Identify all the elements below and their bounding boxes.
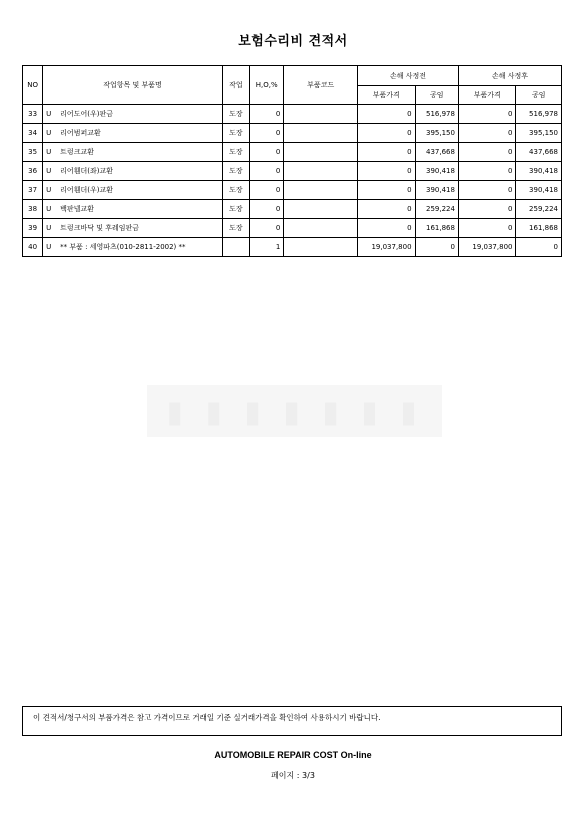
cell-hours: 0 (250, 143, 284, 162)
header-work: 작업 (222, 66, 249, 105)
cell-after-labor: 161,868 (516, 219, 562, 238)
cell-item (43, 181, 223, 200)
cell-item-name: 리어휀더(우)교환 (60, 186, 113, 194)
cell-after-part-price: 19,037,800 (458, 238, 516, 257)
cell-type: U (46, 224, 52, 232)
cell-before-part-price: 0 (358, 181, 416, 200)
header-no: NO (23, 66, 43, 105)
cell-item (43, 219, 223, 238)
cell-after-labor: 395,150 (516, 124, 562, 143)
cell-no: 37 (23, 181, 43, 200)
cell-type: U (46, 129, 52, 137)
cell-before-part-price: 0 (358, 162, 416, 181)
cell-before-part-price: 19,037,800 (358, 238, 416, 257)
cell-item-name: 리어도어(우)판금 (60, 110, 113, 118)
table-row (23, 162, 562, 181)
cell-item-name: 트렁크바닥 및 후레임판금 (60, 224, 140, 232)
cell-before-part-price: 0 (358, 219, 416, 238)
cell-no: 33 (23, 105, 43, 124)
header-part-code: 부품코드 (284, 66, 358, 105)
cell-work: 도장 (222, 162, 249, 181)
cell-item-name: 트렁크교환 (60, 148, 94, 156)
estimate-table (22, 65, 562, 257)
cell-before-labor: 390,418 (415, 181, 458, 200)
footer-label: AUTOMOBILE REPAIR COST On-line (214, 750, 372, 760)
table-row (23, 219, 562, 238)
cell-before-part-price: 0 (358, 105, 416, 124)
cell-hours: 0 (250, 200, 284, 219)
table-row (23, 124, 562, 143)
cell-before-labor: 0 (415, 238, 458, 257)
cell-no: 40 (23, 238, 43, 257)
cell-item (43, 238, 223, 257)
cell-part-code (284, 162, 358, 181)
cell-part-code (284, 124, 358, 143)
table-row (23, 143, 562, 162)
header-after-labor: 공임 (516, 86, 562, 105)
cell-type: U (46, 186, 52, 194)
cell-part-code (284, 143, 358, 162)
cell-type: U (46, 110, 52, 118)
cell-before-labor: 390,418 (415, 162, 458, 181)
cell-hours: 1 (250, 238, 284, 257)
header-before-labor: 공임 (415, 86, 458, 105)
header-after-part-price: 부품가격 (458, 86, 516, 105)
cell-before-part-price: 0 (358, 200, 416, 219)
cell-work: 도장 (222, 219, 249, 238)
header-after-assessment: 손해 사정후 (458, 66, 561, 86)
cell-item-name: 리어범퍼교환 (60, 129, 101, 137)
cell-work: 도장 (222, 143, 249, 162)
cell-item (43, 105, 223, 124)
cell-after-labor: 437,668 (516, 143, 562, 162)
cell-work: 도장 (222, 105, 249, 124)
cell-before-part-price: 0 (358, 124, 416, 143)
header-before-assessment: 손해 사정전 (358, 66, 459, 86)
cell-hours: 0 (250, 124, 284, 143)
cell-part-code (284, 200, 358, 219)
cell-after-part-price: 0 (458, 200, 516, 219)
cell-item-name: ** 부품 : 세영파츠(010-2811-2002) ** (60, 243, 186, 251)
cell-before-labor: 437,668 (415, 143, 458, 162)
watermark-graphic: ▮ ▮ ▮ ▮ ▮ ▮ ▮ (166, 395, 423, 430)
cell-work (222, 238, 249, 257)
table-row (23, 181, 562, 200)
table-row (23, 200, 562, 219)
cell-after-part-price: 0 (458, 219, 516, 238)
table-row (23, 238, 562, 257)
cell-after-labor: 516,978 (516, 105, 562, 124)
cell-before-labor: 516,978 (415, 105, 458, 124)
cell-hours: 0 (250, 162, 284, 181)
cell-hours: 0 (250, 181, 284, 200)
cell-part-code (284, 219, 358, 238)
header-before-part-price: 부품가격 (358, 86, 416, 105)
cell-item-name: 리어휀더(좌)교환 (60, 167, 113, 175)
cell-before-labor: 259,224 (415, 200, 458, 219)
cell-part-code (284, 181, 358, 200)
cell-work: 도장 (222, 124, 249, 143)
cell-no: 35 (23, 143, 43, 162)
cell-hours: 0 (250, 219, 284, 238)
cell-hours: 0 (250, 105, 284, 124)
cell-item (43, 124, 223, 143)
cell-after-part-price: 0 (458, 105, 516, 124)
cell-before-labor: 395,150 (415, 124, 458, 143)
cell-after-part-price: 0 (458, 143, 516, 162)
cell-item (43, 143, 223, 162)
cell-after-part-price: 0 (458, 162, 516, 181)
header-hours: H,O,% (250, 66, 284, 105)
document-title: 보험수리비 견적서 (238, 34, 348, 49)
cell-no: 38 (23, 200, 43, 219)
cell-part-code (284, 238, 358, 257)
cell-no: 36 (23, 162, 43, 181)
cell-after-labor: 390,418 (516, 162, 562, 181)
cell-before-labor: 161,868 (415, 219, 458, 238)
page-number: 페이지 : 3/3 (271, 771, 315, 780)
watermark (147, 385, 442, 437)
cell-work: 도장 (222, 200, 249, 219)
cell-item (43, 200, 223, 219)
cell-part-code (284, 105, 358, 124)
cell-type: U (46, 167, 52, 175)
disclaimer-note: 이 견적서/청구서의 부품가격은 참고 가격이므로 거래일 기준 실거래가격을 확인하여 사용하시기 바랍니다. (22, 706, 562, 736)
cell-work: 도장 (222, 181, 249, 200)
cell-item (43, 162, 223, 181)
cell-type: U (46, 243, 52, 251)
cell-item-name: 백판넬교환 (60, 205, 94, 213)
cell-after-part-price: 0 (458, 124, 516, 143)
cell-after-labor: 0 (516, 238, 562, 257)
cell-after-labor: 259,224 (516, 200, 562, 219)
cell-after-labor: 390,418 (516, 181, 562, 200)
table-row (23, 105, 562, 124)
cell-type: U (46, 148, 52, 156)
cell-type: U (46, 205, 52, 213)
cell-no: 39 (23, 219, 43, 238)
cell-after-part-price: 0 (458, 181, 516, 200)
header-item: 작업항목 및 부품명 (43, 66, 223, 105)
cell-before-part-price: 0 (358, 143, 416, 162)
cell-no: 34 (23, 124, 43, 143)
